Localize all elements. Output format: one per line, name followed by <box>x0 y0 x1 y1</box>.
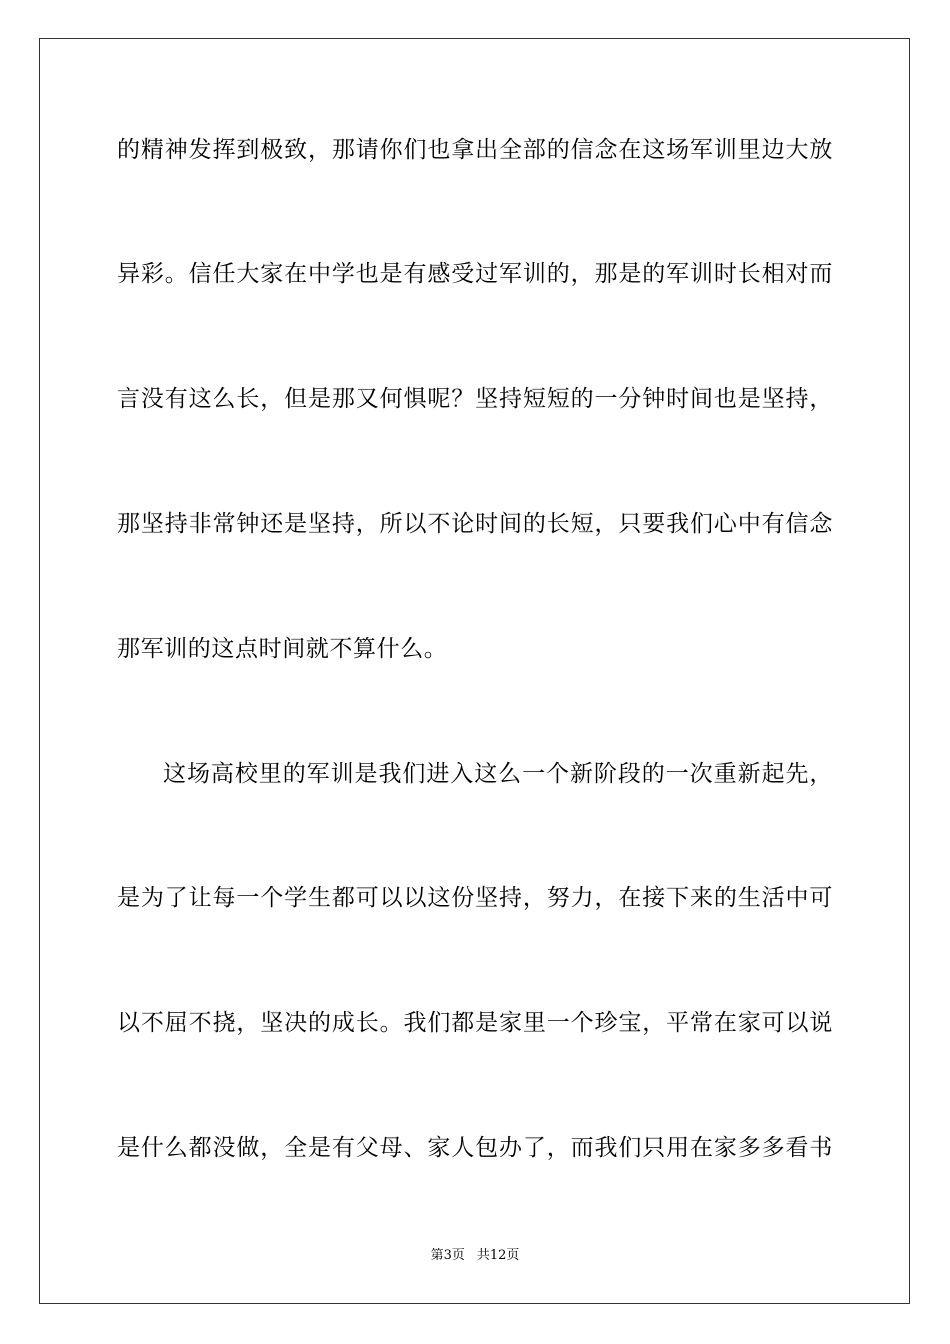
body-text-line: 那坚持非常钟还是坚持，所以不论时间的长短，只要我们心中有信念 <box>117 511 833 537</box>
body-text-line: 是为了让每一个学生都可以以这份坚持，努力，在接下来的生活中可 <box>117 885 833 911</box>
page-footer <box>0 1248 950 1264</box>
body-text-line: 是什么都没做，全是有父母、家人包办了，而我们只用在家多多看书 <box>117 1135 833 1161</box>
page-number: 第3页 <box>430 1248 465 1263</box>
page-border <box>39 38 910 1304</box>
body-text-line: 的精神发挥到极致，那请你们也拿出全部的信念在这场军训里边大放 <box>117 137 833 163</box>
page-total: 共12页 <box>476 1248 520 1263</box>
body-text-line: 以不屈不挠，坚决的成长。我们都是家里一个珍宝，平常在家可以说 <box>117 1010 833 1036</box>
body-text-line: 异彩。信任大家在中学也是有感受过军训的，那是的军训时长相对而 <box>117 261 833 287</box>
paragraph-first-line: 这场高校里的军训是我们进入这么一个新阶段的一次重新起先， <box>163 761 833 787</box>
body-text-line: 那军训的这点时间就不算什么。 <box>117 636 448 662</box>
body-text-line: 言没有这么长，但是那又何惧呢？坚持短短的一分钟时间也是坚持， <box>117 386 833 412</box>
